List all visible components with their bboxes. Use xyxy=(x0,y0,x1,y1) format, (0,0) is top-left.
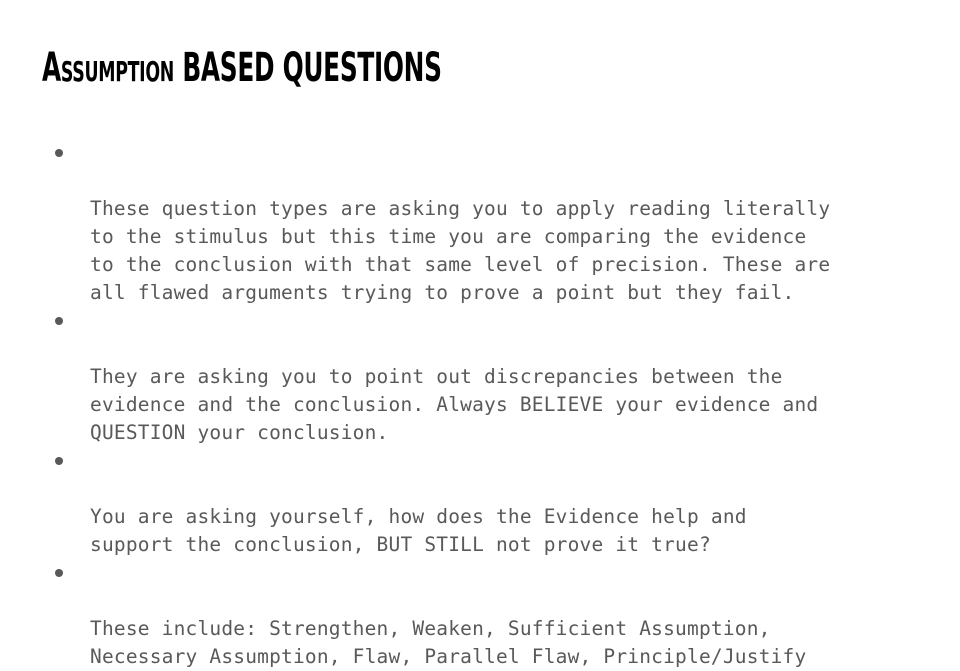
bullet-item xyxy=(50,139,930,307)
bullet-text: These question types are asking you to apply reading literally to the stimulus but this time you are comparing the evidence to the conclusion with that same level of precision. These are all flawed arguments trying to prove a point but they fail. xyxy=(90,197,831,304)
slide-title: Assumption BASED QUESTIONS xyxy=(42,45,442,91)
bullet-item xyxy=(50,447,930,559)
bullet-dot-icon xyxy=(55,317,63,325)
bullet-text: These include: Strengthen, Weaken, Sufficient Assumption, Necessary Assumption, Flaw, Parallel Flaw, Principle/Justify xyxy=(90,617,807,668)
bullet-dot-icon xyxy=(55,457,63,465)
bullet-item xyxy=(50,307,930,447)
bullet-dot-icon xyxy=(55,569,63,577)
bullet-item xyxy=(50,559,930,671)
bullet-text: They are asking you to point out discrepancies between the evidence and the conclusion. Always BELIEVE your evidence and QUESTION your conclusion. xyxy=(90,365,819,444)
bullet-text: You are asking yourself, how does the Evidence help and support the conclusion, BUT STILL not prove it true? xyxy=(90,505,747,556)
bullet-dot-icon xyxy=(55,149,63,157)
bullet-list xyxy=(50,139,930,671)
